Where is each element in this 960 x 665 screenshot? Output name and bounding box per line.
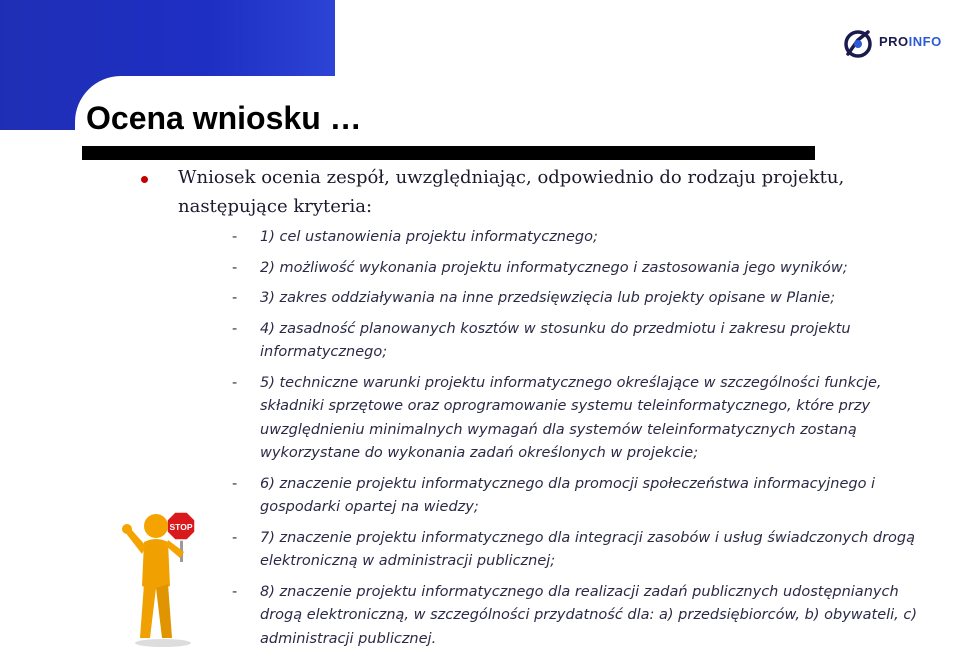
list-item: - 6) znaczenie projektu informatycznego dla promocji społeczeństwa informacyjnego i gospodarki opartej na wiedzy;	[232, 475, 876, 515]
intro-text: Wniosek ocenia zespół, uwzględniając, odpowiednio do rodzaju projektu, następujące kryteria:	[178, 167, 845, 217]
page-title: Ocena wniosku …	[86, 100, 362, 136]
proinfo-logo-icon	[842, 28, 874, 60]
list-item: - 1) cel ustanowienia projektu informatycznego;	[232, 229, 598, 245]
bullet-icon	[141, 176, 148, 183]
criteria-list	[232, 226, 942, 658]
title-underline-bar	[82, 146, 815, 160]
list-item: - 2) możliwość wykonania projektu informatycznego i zastosowania jego wyników;	[232, 259, 848, 276]
person-with-stop-sign-icon	[118, 498, 228, 648]
logo-wordmark: PROINFO	[879, 34, 942, 49]
list-item: - 8) znaczenie projektu informatycznego dla realizacji zadań publicznych udostępnianych drogą elektroniczną, w szczególności przydatność dla: a) przedsiębiorców, b) obywateli, c) administracji publicznej.	[232, 583, 918, 647]
list-item: - 4) zasadność planowanych kosztów w stosunku do przedmiotu i zakresu projektu informatycznego;	[232, 320, 851, 360]
stop-sign-text: STOP	[169, 522, 193, 532]
list-item: - 3) zakres oddziaływania na inne przedsięwzięcia lub projekty opisane w Planie;	[232, 290, 836, 306]
stop-figure-illustration	[118, 498, 228, 648]
list-item: - 5) techniczne warunki projektu informatycznego określające w szczególności funkcje, składniki sprzętowe oraz oprogramowanie systemu teleinformatycznego, które przy uwzględnieniu minimalnych wymagań dla systemów teleinformatycznych zostaną wykorzystane do wykonania zadań określonych w projekcie;	[232, 374, 882, 461]
proinfo-logo	[842, 28, 954, 62]
list-item: - 7) znaczenie projektu informatycznego dla integracji zasobów i usług świadczonych drogą elektroniczną w administracji publicznej;	[232, 529, 916, 569]
